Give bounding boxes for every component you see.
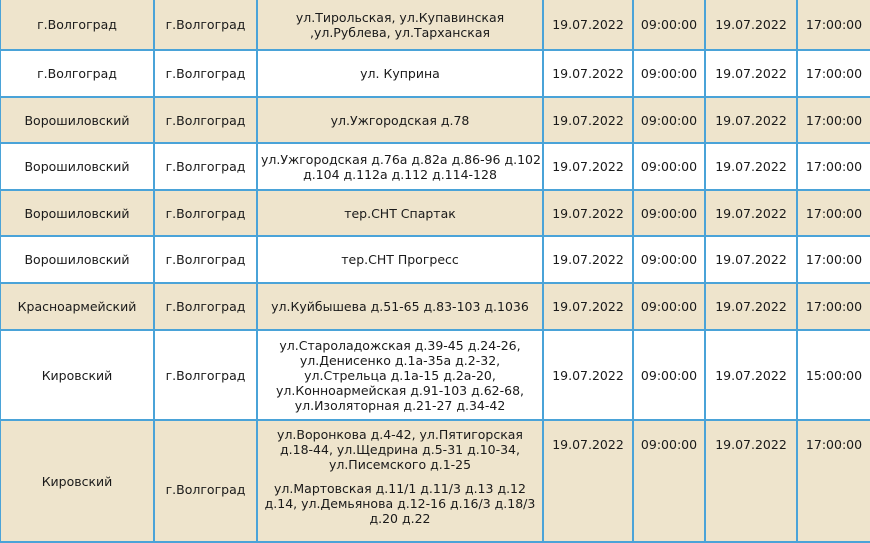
end-date-cell: 19.07.2022: [705, 420, 797, 542]
address-line: ул.Ужгородская д.76а д.82а д.86-96 д.102: [261, 151, 541, 167]
district-cell: Ворошиловский: [0, 97, 154, 143]
address-line: ,ул.Рублева, ул.Тарханская: [309, 24, 491, 40]
city-cell: г.Волгоград: [154, 330, 257, 420]
end-time-cell: 17:00:00: [797, 143, 870, 190]
address-line: ул.Староладожская д.39-45 д.24-26,: [279, 337, 521, 353]
address-line: ул.Воронкова д.4-42, ул.Пятигорская: [277, 427, 523, 442]
table-row: [0, 236, 870, 283]
start-time-cell: 09:00:00: [633, 190, 705, 236]
start-time-cell: 09:00:00: [633, 330, 705, 420]
district-cell: г.Волгоград: [0, 50, 154, 97]
table-row: [0, 330, 870, 420]
address-line: д.104 д.112а д.112 д.114-128: [303, 166, 497, 182]
table-row: [0, 190, 870, 236]
end-time-cell: 17:00:00: [797, 420, 870, 542]
address-cell: [257, 50, 543, 97]
end-date-cell: 19.07.2022: [705, 283, 797, 330]
start-time-cell: 09:00:00: [633, 50, 705, 97]
address-line: ул.Мартовская д.11/1 д.11/3 д.13 д.12: [274, 481, 526, 496]
city-cell: г.Волгоград: [154, 0, 257, 50]
city-cell: г.Волгоград: [154, 50, 257, 97]
end-date-cell: 19.07.2022: [705, 50, 797, 97]
start-date-cell: 19.07.2022: [543, 236, 633, 283]
start-date-cell: 19.07.2022: [543, 330, 633, 420]
table-row: [0, 143, 870, 190]
address-line: д.14, ул.Демьянова д.12-16 д.16/3 д.18/3: [264, 496, 536, 511]
end-time-cell: 17:00:00: [797, 0, 870, 50]
table-row: [0, 50, 870, 97]
city-cell: г.Волгоград: [154, 190, 257, 236]
address-cell: [257, 283, 543, 330]
district-cell: Ворошиловский: [0, 190, 154, 236]
city-cell: г.Волгоград: [154, 143, 257, 190]
start-time-cell: 09:00:00: [633, 97, 705, 143]
address-line: ул.Тирольская, ул.Купавинская: [295, 9, 505, 25]
end-time-cell: 17:00:00: [797, 236, 870, 283]
start-date-cell: 19.07.2022: [543, 420, 633, 542]
end-date-cell: 19.07.2022: [705, 190, 797, 236]
city-cell: г.Волгоград: [154, 236, 257, 283]
address-line: ул.Изоляторная д.21-27 д.34-42: [294, 397, 506, 413]
start-date-cell: 19.07.2022: [543, 0, 633, 50]
district-cell: Ворошиловский: [0, 236, 154, 283]
address-line: ул.Писемского д.1-25: [328, 457, 472, 472]
end-date-cell: 19.07.2022: [705, 330, 797, 420]
address-cell: [257, 330, 543, 420]
start-time-cell: 09:00:00: [633, 143, 705, 190]
address-cell: [257, 0, 543, 50]
table-row: [0, 97, 870, 143]
address-line: тер.СНТ Прогресс: [341, 252, 459, 267]
address-line: ул.Денисенко д.1а-35а д.2-32,: [299, 352, 501, 368]
table-row: [0, 283, 870, 330]
end-time-cell: 17:00:00: [797, 190, 870, 236]
district-cell: Ворошиловский: [0, 143, 154, 190]
address-cell: [257, 97, 543, 143]
start-date-cell: 19.07.2022: [543, 143, 633, 190]
address-line: д.20 д.22: [369, 511, 431, 526]
address-line-smudged: [261, 472, 539, 481]
city-cell: г.Волгоград: [154, 283, 257, 330]
address-line: тер.СНТ Спартак: [344, 205, 456, 221]
district-cell: Красноармейский: [0, 283, 154, 330]
start-time-cell: 09:00:00: [633, 236, 705, 283]
start-time-cell: 09:00:00: [633, 420, 705, 542]
end-time-cell: 17:00:00: [797, 97, 870, 143]
start-date-cell: 19.07.2022: [543, 50, 633, 97]
end-date-cell: 19.07.2022: [705, 236, 797, 283]
end-date-cell: 19.07.2022: [705, 0, 797, 50]
district-cell: Кировский: [0, 420, 154, 542]
address-line: ул. Куприна: [360, 66, 440, 81]
address-line: ул.Конноармейская д.91-103 д.62-68,: [275, 382, 525, 398]
address-line: ул.Куйбышева д.51-65 д.83-103 д.1036: [271, 299, 529, 314]
end-time-cell: 15:00:00: [797, 330, 870, 420]
district-cell: Кировский: [0, 330, 154, 420]
address-cell: [257, 420, 543, 542]
table-row: [0, 420, 870, 542]
address-cell: [257, 143, 543, 190]
end-time-cell: 17:00:00: [797, 283, 870, 330]
end-date-cell: 19.07.2022: [705, 97, 797, 143]
district-cell: г.Волгоград: [0, 0, 154, 50]
address-line: ул.Стрельца д.1а-15 д.2а-20,: [304, 367, 496, 383]
start-time-cell: 09:00:00: [633, 283, 705, 330]
address-line: ул.Ужгородская д.78: [330, 112, 470, 128]
start-time-cell: 09:00:00: [633, 0, 705, 50]
end-date-cell: 19.07.2022: [705, 143, 797, 190]
address-line: д.18-44, ул.Щедрина д.5-31 д.10-34,: [280, 442, 520, 457]
city-cell: г.Волгоград: [154, 97, 257, 143]
address-cell: [257, 190, 543, 236]
table-row: [0, 0, 870, 50]
start-date-cell: 19.07.2022: [543, 97, 633, 143]
start-date-cell: 19.07.2022: [543, 190, 633, 236]
start-date-cell: 19.07.2022: [543, 283, 633, 330]
end-time-cell: 17:00:00: [797, 50, 870, 97]
address-cell: [257, 236, 543, 283]
city-cell: г.Волгоград: [154, 420, 257, 542]
